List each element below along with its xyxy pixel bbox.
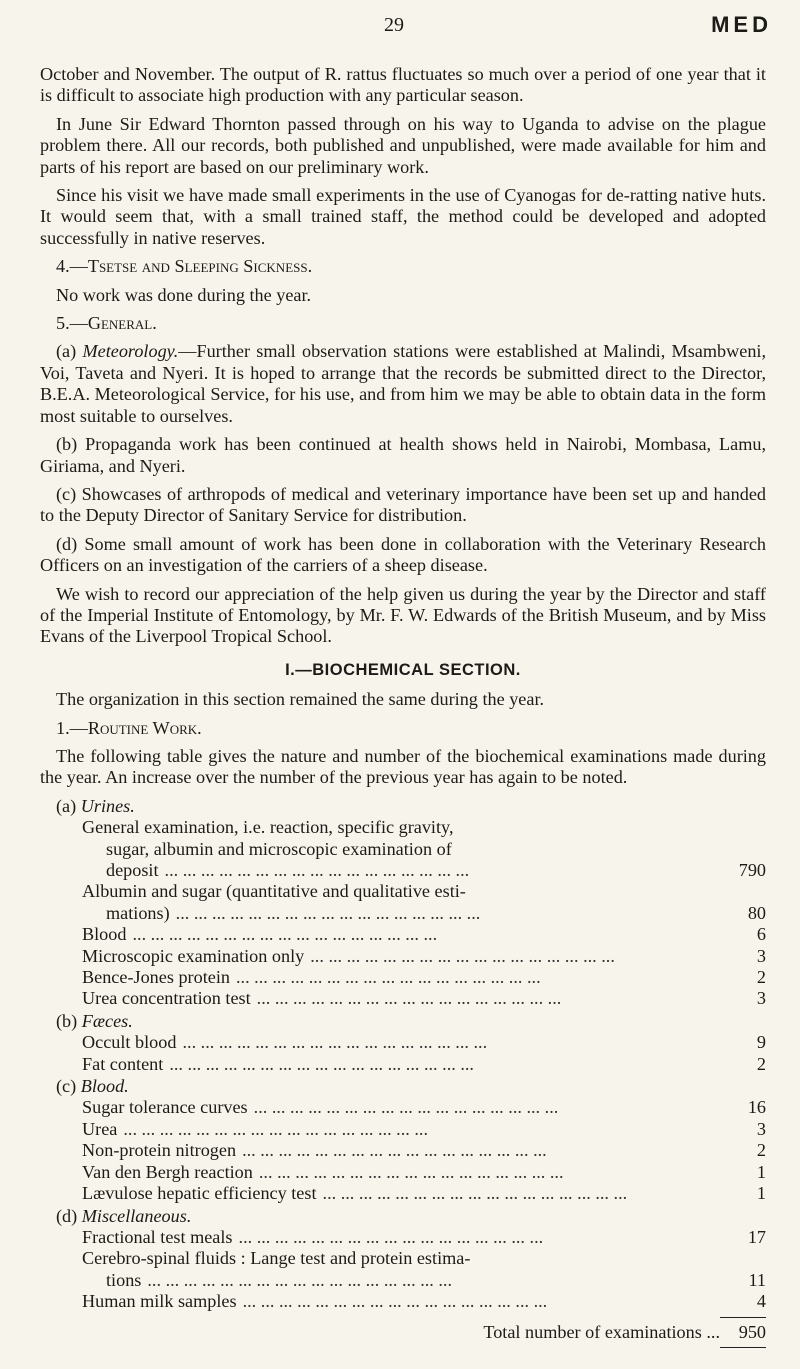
- paragraph: The organization in this section remained the same during the year.: [56, 689, 545, 710]
- subheading-routine-work: 1.—Routine Work.: [56, 717, 202, 738]
- table-row-label: Albumin and sugar (quantitative and qualitative esti-: [82, 881, 466, 902]
- table-row-label: sugar, albumin and microscopic examination of: [106, 838, 452, 859]
- paragraph: (d) Some small amount of work has been done in collaboration with the Veterinary Research Officers on an investigation of the carriers of a sheep disease.: [40, 533, 766, 576]
- table-row: tions ... 11: [56, 1270, 766, 1291]
- paragraph: Since his visit we have made small experiments in the use of Cyanogas for de-ratting native huts. It would seem that, with a small trained staff, the method could be developed and adopted successfully in native reserves.: [40, 185, 766, 248]
- table-row: Non-protein nitrogen ... 2: [56, 1140, 766, 1161]
- table-row-label: General examination, i.e. reaction, specific gravity,: [82, 817, 454, 838]
- total-rule: [720, 1347, 766, 1348]
- paragraph: October and November. The output of R. rattus fluctuates so much over a period of one year that it is difficult to associate high production with any particular season.: [40, 64, 766, 106]
- paragraph-meteorology: [40, 341, 766, 427]
- table-row: Microscopic examination only ... 3: [56, 946, 766, 967]
- table-row: Fractional test meals ... 17: [56, 1227, 766, 1248]
- table-row: Fat content ... 2: [56, 1054, 766, 1075]
- table-row: Occult blood ... 9: [56, 1032, 766, 1053]
- table-row: deposit ... 790: [56, 860, 766, 881]
- paragraph: No work was done during the year.: [56, 284, 312, 305]
- table-row: Bence-Jones protein ... 2: [56, 967, 766, 988]
- table-row: Sugar tolerance curves ... 16: [56, 1097, 766, 1118]
- paragraph: (b) Propaganda work has been continued at health shows held in Nairobi, Mombasa, Lamu, Giriama, and Nyeri.: [40, 434, 766, 476]
- total-row: Total number of examinations ... 950: [483, 1321, 766, 1342]
- paragraph: (c) Showcases of arthropods of medical and veterinary importance have been set up and handed to the Deputy Director of Sanitary Service for distribution.: [40, 483, 766, 526]
- table-row: Blood ... 6: [56, 924, 766, 945]
- category-faeces: (b) Fæces.: [56, 1010, 133, 1031]
- subheading-tsetse: 4.—Tsetse and Sleeping Sickness.: [56, 256, 313, 277]
- page-number: 29: [384, 14, 404, 36]
- page-body: [40, 64, 766, 1350]
- item-title: Meteorology.: [82, 341, 179, 362]
- item-text: —Further small observation stations were established at Malindi, Msambweni, Voi, Taveta and Nyeri. It is hoped to arrange that the records be submitted direct to the Director, B.E.A. Meteorological Service, for his use, and from him we may be able to obtain data in the form most suitable to ourselves.: [40, 341, 767, 426]
- category-miscellaneous: (d) Miscellaneous.: [56, 1205, 192, 1226]
- table-row: Van den Bergh reaction ... 1: [56, 1162, 766, 1183]
- category-urines: (a) Urines.: [56, 795, 135, 816]
- table-row: Urea ... 3: [56, 1119, 766, 1140]
- paragraph: In June Sir Edward Thornton passed through on his way to Uganda to advise on the plague problem there. All our records, both published and unpublished, were made available for him and parts of his report are based on our preliminary work.: [40, 113, 766, 177]
- subheading-general: 5.—General.: [56, 313, 157, 334]
- section-title: I.—BIOCHEMICAL SECTION.: [285, 660, 521, 679]
- table-row: Urea concentration test ... 3: [56, 988, 766, 1009]
- paragraph: The following table gives the nature and number of the biochemical examinations made during the year. An increase over the number of the previous year has again to be noted.: [40, 745, 766, 788]
- paragraph: We wish to record our appreciation of the help given us during the year by the Director and staff of the Imperial Institute of Entomology, by Mr. F. W. Edwards of the British Museum, and by Miss Evans of the Liverpool Tropical School.: [40, 583, 766, 647]
- table-row-label: Cerebro-spinal fluids : Lange test and protein estima-: [82, 1248, 471, 1269]
- table-row: Human milk samples ... 4: [56, 1291, 766, 1312]
- table-row: mations) ... 80: [56, 903, 766, 924]
- category-blood: (c) Blood.: [56, 1076, 129, 1097]
- examinations-table: [56, 796, 766, 1348]
- running-header-code: MED: [711, 12, 772, 37]
- item-label: (a): [56, 341, 77, 362]
- table-row: Lævulose hepatic efficiency test ... 1: [56, 1183, 766, 1204]
- total-rule: [720, 1317, 766, 1318]
